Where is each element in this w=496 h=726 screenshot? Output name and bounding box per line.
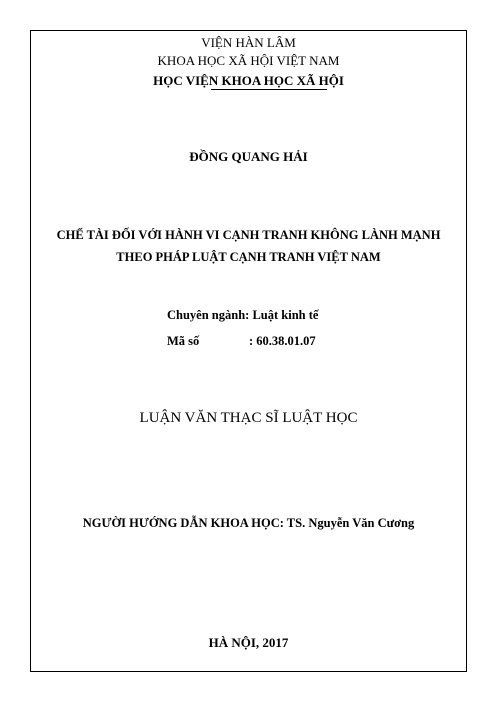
code-label: Mã số xyxy=(167,334,200,348)
specialization-label: Chuyên ngành: Luật kinh tế xyxy=(167,308,319,322)
institution-line-1: VIỆN HÀN LÂM xyxy=(201,35,296,50)
institution-line-2: KHOA HỌC XÃ HỘI VIỆT NAM xyxy=(157,53,340,68)
institution-underline xyxy=(211,89,327,90)
degree-title: LUẬN VĂN THẠC SĨ LUẬT HỌC xyxy=(139,410,358,426)
place-year: HÀ NỘI, 2017 xyxy=(208,635,289,650)
thesis-title-line-1: CHẾ TÀI ĐỐI VỚI HÀNH VI CẠNH TRANH KHÔNG LÀNH MẠNH xyxy=(56,228,441,242)
thesis-title-line-2: THEO PHÁP LUẬT CẠNH TRANH VIỆT NAM xyxy=(116,250,381,264)
code-value: : 60.38.01.07 xyxy=(249,334,316,348)
advisor-line: NGƯỜI HƯỚNG DẪN KHOA HỌC: TS. Nguyễn Văn Cương xyxy=(82,516,415,530)
page-border xyxy=(30,30,467,672)
institution-line-3: HỌC VIỆN KHOA HỌC XÃ HỘI xyxy=(153,73,344,88)
author-name: ĐỒNG QUANG HẢI xyxy=(189,149,308,164)
